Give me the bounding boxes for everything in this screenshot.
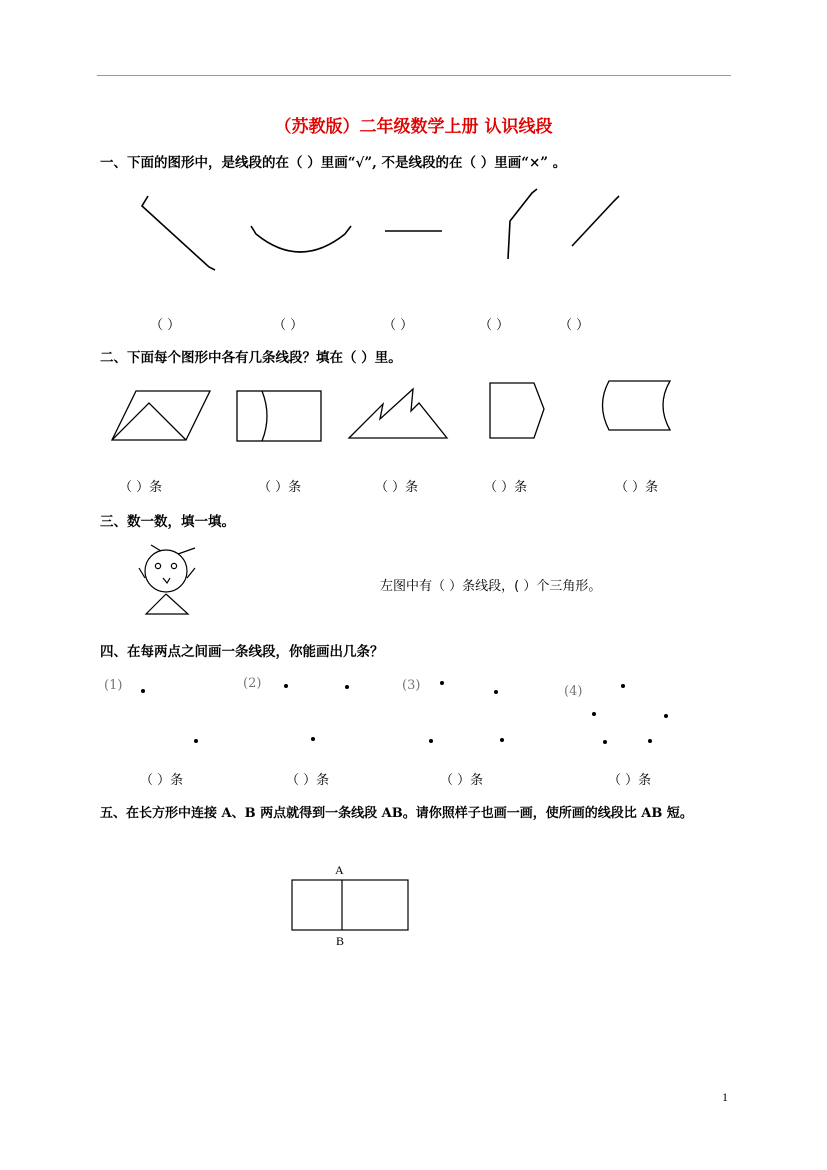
q1-blank-1[interactable]: （ ） <box>150 318 181 333</box>
q2-blank-1[interactable]: （ ）条 <box>119 480 163 495</box>
question-3-prompt: 三、数一数，填一填。 <box>100 514 235 530</box>
q4-blank-3[interactable]: （ ）条 <box>440 773 484 788</box>
q1-blank-4[interactable]: （ ） <box>479 318 510 333</box>
q1-blank-2[interactable]: （ ） <box>273 318 304 333</box>
question-4-prompt: 四、在每两点之间画一条线段，你能画出几条？ <box>100 644 384 660</box>
q4-blank-1[interactable]: （ ）条 <box>140 773 184 788</box>
q2-blank-3[interactable]: （ ）条 <box>375 480 419 495</box>
question-2-prompt: 二、下面每个图形中各有几条线段？填在（ ）里。 <box>100 350 402 366</box>
question-1-prompt: 一、下面的图形中，是线段的在（ ）里画“√”, 不是线段的在（ ）里画“×” 。 <box>100 155 567 171</box>
q4-label-3: (3) <box>402 678 421 693</box>
q4-label-4: (4) <box>564 684 583 699</box>
q1-blank-5[interactable]: （ ） <box>559 318 590 333</box>
q4-label-2: (2) <box>243 676 262 691</box>
q5-point-b-label: B <box>336 934 345 948</box>
page-number: 1 <box>722 1090 728 1104</box>
q5-point-a-label: A <box>335 863 344 877</box>
q4-blank-4[interactable]: （ ）条 <box>608 773 652 788</box>
q2-blank-2[interactable]: （ ）条 <box>258 480 302 495</box>
q4-blank-2[interactable]: （ ）条 <box>286 773 330 788</box>
question-5-prompt: 五、在长方形中连接 A、B 两点就得到一条线段 AB。请你照样子也画一画，使所画的线段比 AB 短。 <box>100 806 693 821</box>
page-title: （苏教版）二年级数学上册 认识线段 <box>274 117 553 137</box>
q1-blank-3[interactable]: （ ） <box>383 318 414 333</box>
q3-answer-text[interactable]: 左图中有（ ）条线段，( ）个三角形。 <box>380 579 602 594</box>
q2-blank-4[interactable]: （ ）条 <box>484 480 528 495</box>
q4-label-1: (1) <box>104 678 123 693</box>
q2-blank-5[interactable]: （ ）条 <box>615 480 659 495</box>
